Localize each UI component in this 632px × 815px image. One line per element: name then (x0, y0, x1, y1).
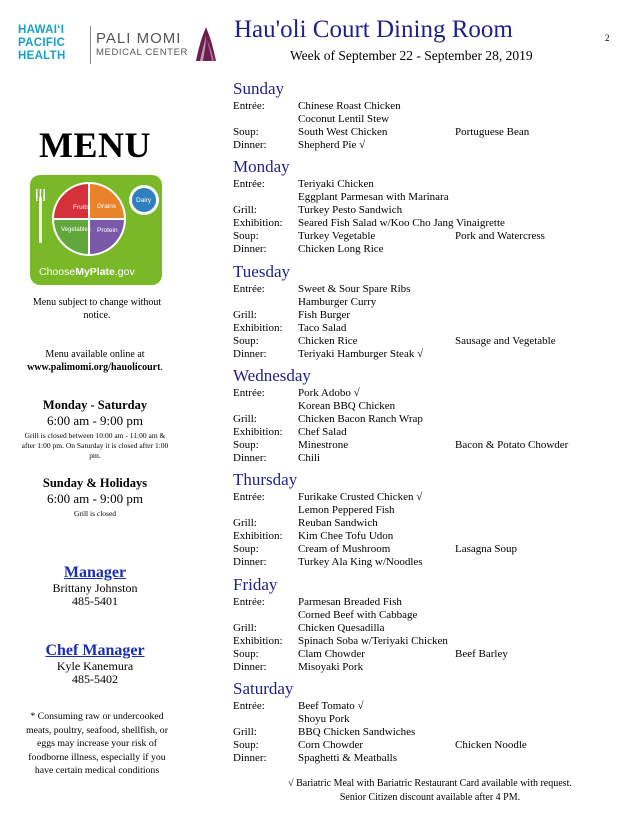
menu-row (233, 739, 603, 752)
menu-row-item: Minestrone (298, 439, 349, 451)
menu-row-label: Exhibition: (233, 530, 283, 542)
menu-row-label: Exhibition: (233, 635, 283, 647)
menu-row (233, 413, 603, 426)
hawaii-pacific-health-logo (18, 24, 90, 63)
day-section-friday (233, 575, 603, 674)
menu-row (233, 335, 603, 348)
menu-row-item: Korean BBQ Chicken (298, 400, 396, 412)
menu-row-label: Soup: (233, 230, 259, 242)
menu-row (233, 439, 603, 452)
plate-label-protein: Protein (97, 227, 118, 234)
menu-row-alt-soup: Chicken Noodle (455, 739, 527, 751)
menu-row-label: Grill: (233, 413, 257, 425)
menu-row-item: South West Chicken (298, 126, 388, 138)
menu-row (233, 622, 603, 635)
menu-row (233, 504, 603, 517)
menu-row-label: Grill: (233, 726, 257, 738)
menu-row-item: Reuban Sandwich (298, 517, 378, 529)
menu-row (233, 217, 603, 230)
menu-row-label: Dinner: (233, 452, 267, 464)
menu-row (233, 113, 603, 126)
menu-row (233, 543, 603, 556)
day-section-thursday (233, 470, 603, 569)
logo-line: PALI MOMI (96, 30, 182, 47)
menu-row-label: Soup: (233, 439, 259, 451)
menu-row-item: Fish Burger (298, 309, 351, 321)
menu-row (233, 452, 603, 465)
plate-label-grains: Grains (97, 203, 117, 210)
menu-row (233, 191, 603, 204)
menu-row-label: Soup: (233, 543, 259, 555)
menu-row (233, 517, 603, 530)
menu-row (233, 556, 603, 569)
day-section-sunday (233, 79, 603, 152)
menu-row (233, 283, 603, 296)
menu-row (233, 230, 603, 243)
menu-row-item: Chicken Rice (298, 335, 358, 347)
menu-row-item: Pork Adobo √ (298, 387, 360, 399)
weekend-grill-note: Grill is closed (73, 509, 117, 518)
menu-row-label: Dinner: (233, 243, 267, 255)
menu-row-item: Teriyaki Hamburger Steak √ (298, 348, 424, 360)
menu-row-item: Turkey Pesto Sandwich (298, 204, 403, 216)
menu-row-item: Corned Beef with Cabbage (298, 609, 418, 621)
menu-row-label: Entrée: (233, 491, 265, 503)
menu-row-item: Beef Tomato √ (298, 700, 364, 712)
menu-row (233, 204, 603, 217)
menu-row-item: Taco Salad (298, 322, 347, 334)
day-section-saturday (233, 679, 603, 765)
weekday-grill-note: Grill is closed between 10:00 am - 11:00 am & after 1:00 pm. On Saturday it is closed after 1:00 pm. (21, 431, 169, 460)
plate-caption-pre: Choose (39, 266, 76, 278)
menu-row (233, 700, 603, 713)
menu-row-item: Hamburger Curry (298, 296, 377, 308)
menu-row (233, 426, 603, 439)
menu-row (233, 661, 603, 674)
consumption-advisory: * Consuming raw or undercooked meats, poultry, seafood, shellfish, or eggs may increase your risk of foodborne illness, especially if you have certain medical conditions (26, 711, 168, 776)
menu-row-label: Dinner: (233, 348, 267, 360)
menu-row-label: Dinner: (233, 661, 267, 673)
menu-row-item: Shepherd Pie √ (298, 139, 366, 151)
menu-row-item: Spinach Soba w/Teriyaki Chicken (298, 635, 448, 647)
menu-row (233, 635, 603, 648)
plate-caption-post: .gov (114, 266, 135, 278)
chef-manager-name: Kyle Kanemura (56, 659, 134, 673)
plate-label-vegetables: Vegetables (61, 227, 91, 233)
menu-row (233, 139, 603, 152)
logo-line: PACIFIC (18, 37, 66, 49)
menu-row-item: Sweet & Sour Spare Ribs (298, 283, 411, 295)
day-heading: Friday (233, 575, 278, 594)
menu-row-label: Dinner: (233, 139, 267, 151)
menu-row-label: Dinner: (233, 752, 267, 764)
menu-row-item: Parmesan Breaded Fish (298, 596, 402, 608)
menu-row-item: Eggplant Parmesan with Marinara (298, 191, 449, 203)
menu-row-item: Turkey Vegetable (298, 230, 376, 242)
weekday-hours-block (0, 398, 190, 461)
plate-label-fruits: Fruits (73, 204, 90, 211)
day-heading: Wednesday (233, 366, 311, 385)
plate-label-dairy: Dairy (136, 197, 152, 204)
menu-row (233, 726, 603, 739)
day-section-monday (233, 157, 603, 256)
menu-row-item: Chili (298, 452, 321, 464)
menu-row-item: Misoyaki Pork (298, 661, 364, 673)
menu-row (233, 530, 603, 543)
day-heading: Tuesday (233, 262, 290, 281)
menu-row-label: Soup: (233, 335, 259, 347)
logo-line: HAWAIʻI (18, 24, 65, 36)
menu-row-label: Grill: (233, 204, 257, 216)
menu-row-item: Chinese Roast Chicken (298, 100, 401, 112)
plate-caption (39, 266, 135, 278)
menu-row-alt-soup: Beef Barley (455, 648, 508, 660)
weekend-hours-block (0, 476, 190, 519)
online-menu-period: . (160, 362, 163, 373)
senior-discount-note: Senior Citizen discount available after 4 PM. (339, 792, 521, 803)
day-heading: Monday (233, 157, 290, 176)
weekend-hours: 6:00 am - 9:00 pm (46, 491, 144, 506)
menu-row-item: Chicken Quesadilla (298, 622, 385, 634)
pali-momi-logo (96, 30, 206, 59)
menu-row (233, 178, 603, 191)
menu-row-item: Furikake Crusted Chicken √ (298, 491, 423, 503)
week-range: Week of September 22 - September 28, 2019 (290, 48, 533, 63)
menu-row-item: Seared Fish Salad w/Koo Cho Jang Vinaigrette (298, 217, 505, 229)
day-section-wednesday (233, 366, 603, 465)
manager-phone: 485-5401 (72, 594, 118, 608)
menu-row-label: Entrée: (233, 178, 265, 190)
menu-row-item: Lemon Peppered Fish (298, 504, 395, 516)
online-menu-text: Menu available online at (45, 349, 145, 360)
menu-row (233, 126, 603, 139)
menu-row-item: Kim Chee Tofu Udon (298, 530, 394, 542)
menu-row (233, 387, 603, 400)
menu-row-label: Entrée: (233, 700, 265, 712)
menu-row-item: Clam Chowder (298, 648, 365, 660)
menu-row (233, 100, 603, 113)
menu-row-item: Coconut Lentil Stew (298, 113, 390, 125)
menu-row-alt-soup: Bacon & Potato Chowder (455, 439, 569, 451)
menu-row-item: Corn Chowder (298, 739, 364, 751)
menu-row-label: Entrée: (233, 387, 265, 399)
online-menu-url[interactable]: www.palimomi.org/hauolicourt (27, 362, 161, 373)
bariatric-note: √ Bariatric Meal with Bariatric Restaurant Card available with request. (288, 778, 572, 789)
menu-row-item: BBQ Chicken Sandwiches (298, 726, 416, 738)
menu-row-label: Dinner: (233, 556, 267, 568)
page-title: Hau'oli Court Dining Room (234, 16, 513, 43)
menu-row (233, 348, 603, 361)
menu-row-alt-soup: Sausage and Vegetable (455, 335, 556, 347)
menu-row-item: Chicken Bacon Ranch Wrap (298, 413, 423, 425)
menu-row (233, 309, 603, 322)
weekend-hours-heading: Sunday & Holidays (42, 476, 148, 490)
chef-manager-title[interactable]: Chef Manager (45, 642, 145, 659)
menu-row (233, 296, 603, 309)
menu-row (233, 400, 603, 413)
page-number: 2 (605, 33, 610, 43)
menu-row-label: Exhibition: (233, 217, 283, 229)
online-menu-notice (0, 348, 190, 374)
menu-row-item: Shoyu Pork (298, 713, 350, 725)
menu-row-label: Soup: (233, 126, 259, 138)
menu-row-item: Spaghetti & Meatballs (298, 752, 397, 764)
day-heading: Sunday (233, 79, 284, 98)
menu-row-item: Cream of Mushroom (298, 543, 391, 555)
day-section-tuesday (233, 262, 603, 361)
menu-row (233, 243, 603, 256)
menu-row-item: Chef Salad (298, 426, 347, 438)
menu-row-label: Grill: (233, 517, 257, 529)
menu-row-label: Exhibition: (233, 426, 283, 438)
menu-row-label: Exhibition: (233, 322, 283, 334)
menu-row (233, 322, 603, 335)
menu-row-item: Teriyaki Chicken (298, 178, 374, 190)
myplate-logo-icon (30, 175, 162, 285)
menu-row-label: Entrée: (233, 283, 265, 295)
menu-row-label: Soup: (233, 739, 259, 751)
chef-manager-phone: 485-5402 (72, 672, 118, 686)
menu-row-item: Turkey Ala King w/Noodles (298, 556, 423, 568)
menu-row (233, 752, 603, 765)
menu-row (233, 596, 603, 609)
logo-divider (90, 26, 91, 64)
menu-row-alt-soup: Portuguese Bean (455, 126, 530, 138)
menu-row (233, 713, 603, 726)
manager-block (0, 564, 190, 608)
menu-row-label: Grill: (233, 622, 257, 634)
footer-notes (240, 777, 620, 805)
weekday-hours-heading: Monday - Saturday (42, 398, 148, 412)
menu-row-label: Grill: (233, 309, 257, 321)
menu-row-alt-soup: Pork and Watercress (455, 230, 545, 242)
plate-caption-bold: MyPlate (75, 266, 115, 278)
menu-row (233, 609, 603, 622)
weekday-hours: 6:00 am - 9:00 pm (46, 413, 144, 428)
menu-row (233, 648, 603, 661)
manager-title[interactable]: Manager (63, 564, 127, 581)
day-heading: Saturday (233, 679, 294, 698)
menu-row-label: Entrée: (233, 100, 265, 112)
menu-row (233, 491, 603, 504)
logo-line: MEDICAL CENTER (96, 47, 188, 58)
manager-name: Brittany Johnston (52, 581, 138, 595)
menu-row-item: Chicken Long Rice (298, 243, 384, 255)
chef-manager-block (0, 642, 190, 686)
menu-row-label: Entrée: (233, 596, 265, 608)
menu-row-alt-soup: Lasagna Soup (455, 543, 518, 555)
menu-row-label: Soup: (233, 648, 259, 660)
logo-line: HEALTH (18, 50, 66, 62)
pali-momi-mark-icon (193, 25, 219, 63)
day-heading: Thursday (233, 470, 298, 489)
menu-heading: MENU (39, 125, 151, 165)
menu-change-notice: Menu subject to change without notice. (32, 297, 162, 321)
